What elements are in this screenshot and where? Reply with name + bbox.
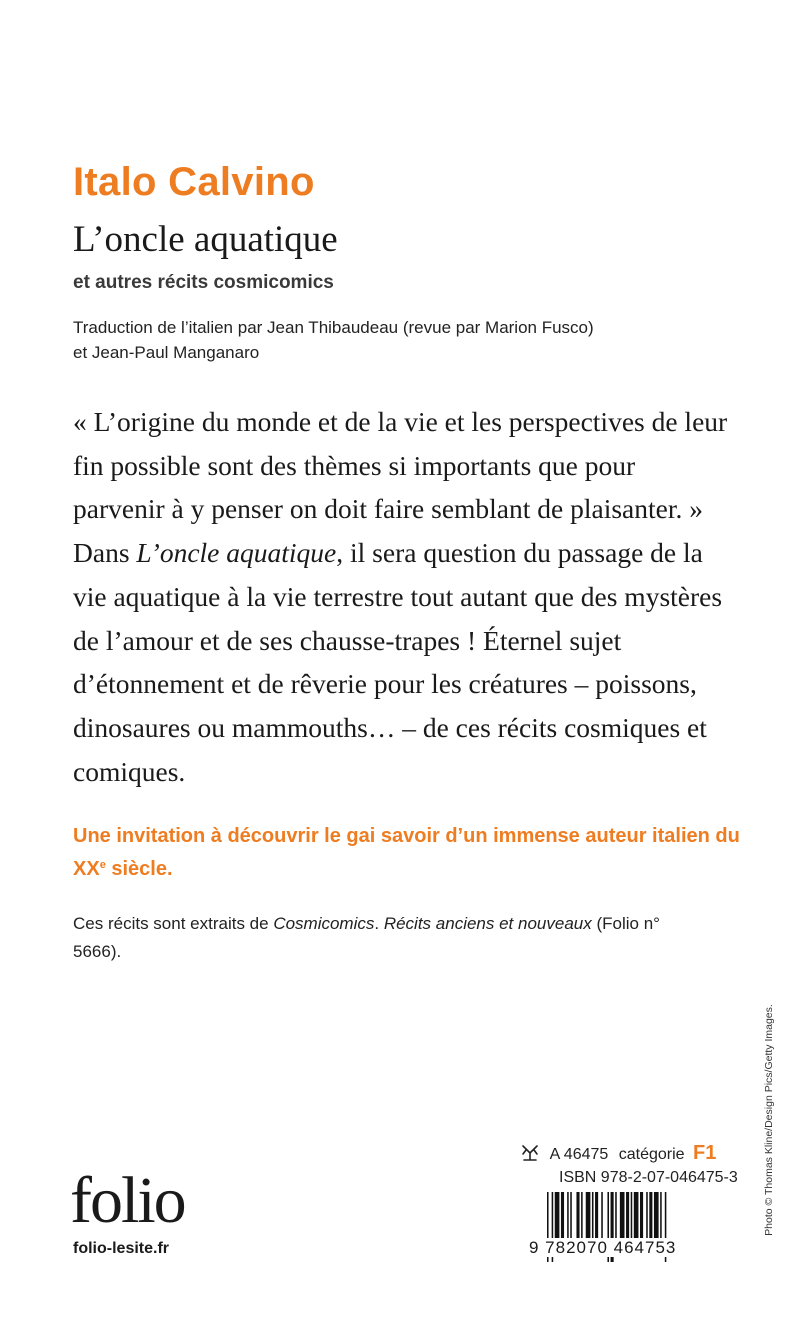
translation-line-1: Traduction de l’italien par Jean Thibaudeau (revue par Marion Fusco) — [73, 318, 594, 337]
translation-credit — [73, 315, 733, 365]
category-code: F1 — [693, 1142, 717, 1164]
folio-logo: folio — [70, 1164, 185, 1237]
isbn: ISBN 978-2-07-046475-3 — [559, 1169, 738, 1186]
translation-line-2: et Jean-Paul Manganaro — [73, 343, 260, 362]
photo-credit: Photo © Thomas Kline/Design Pics/Getty Images. — [763, 1004, 775, 1236]
source-note: Ces récits sont extraits de Cosmicomics. Récits anciens et nouveaux (Folio n° 5666). — [73, 914, 660, 961]
source-work-1: Cosmicomics — [273, 914, 375, 933]
author-name: Italo Calvino — [73, 160, 315, 204]
catalog-code-line — [520, 1142, 716, 1165]
back-cover-blurb — [73, 400, 733, 793]
blurb-description: Dans L’oncle aquatique, il sera question du passage de la vie aquatique à la vie terrestre tout autant que des mystères de l’amour et de ses chausse-trapes ! Éternel sujet d’étonnement et de rêverie pour les créatures – poissons, dinosaures ou mammouths… – de ces récits cosmiques et comiques. — [73, 537, 723, 787]
photo-credit-container — [752, 985, 786, 1255]
source-work-2: Récits anciens et nouveaux — [383, 914, 592, 933]
blurb-title-italic: L’oncle aquatique — [136, 537, 337, 569]
book-title: L’oncle aquatique — [73, 219, 338, 260]
century-numeral: XX — [73, 858, 100, 880]
blurb-quote: « L’origine du monde et de la vie et les perspectives de leur fin possible sont des thèmes si importants que pour parvenir à y penser on doit faire semblant de plaisanter. » — [73, 406, 728, 525]
tagline: Une invitation à découvrir le gai savoir d’un immense auteur italien du XXe siècle. — [73, 825, 740, 880]
barcode-digits: 9 782070 464753 — [529, 1238, 677, 1257]
book-subtitle: et autres récits cosmicomics — [73, 272, 334, 293]
category-label: catégorie — [618, 1146, 685, 1163]
publisher-emblem-icon — [520, 1144, 540, 1162]
publisher-website[interactable]: folio-lesite.fr — [73, 1240, 170, 1257]
catalog-code: A 46475 — [549, 1146, 609, 1163]
